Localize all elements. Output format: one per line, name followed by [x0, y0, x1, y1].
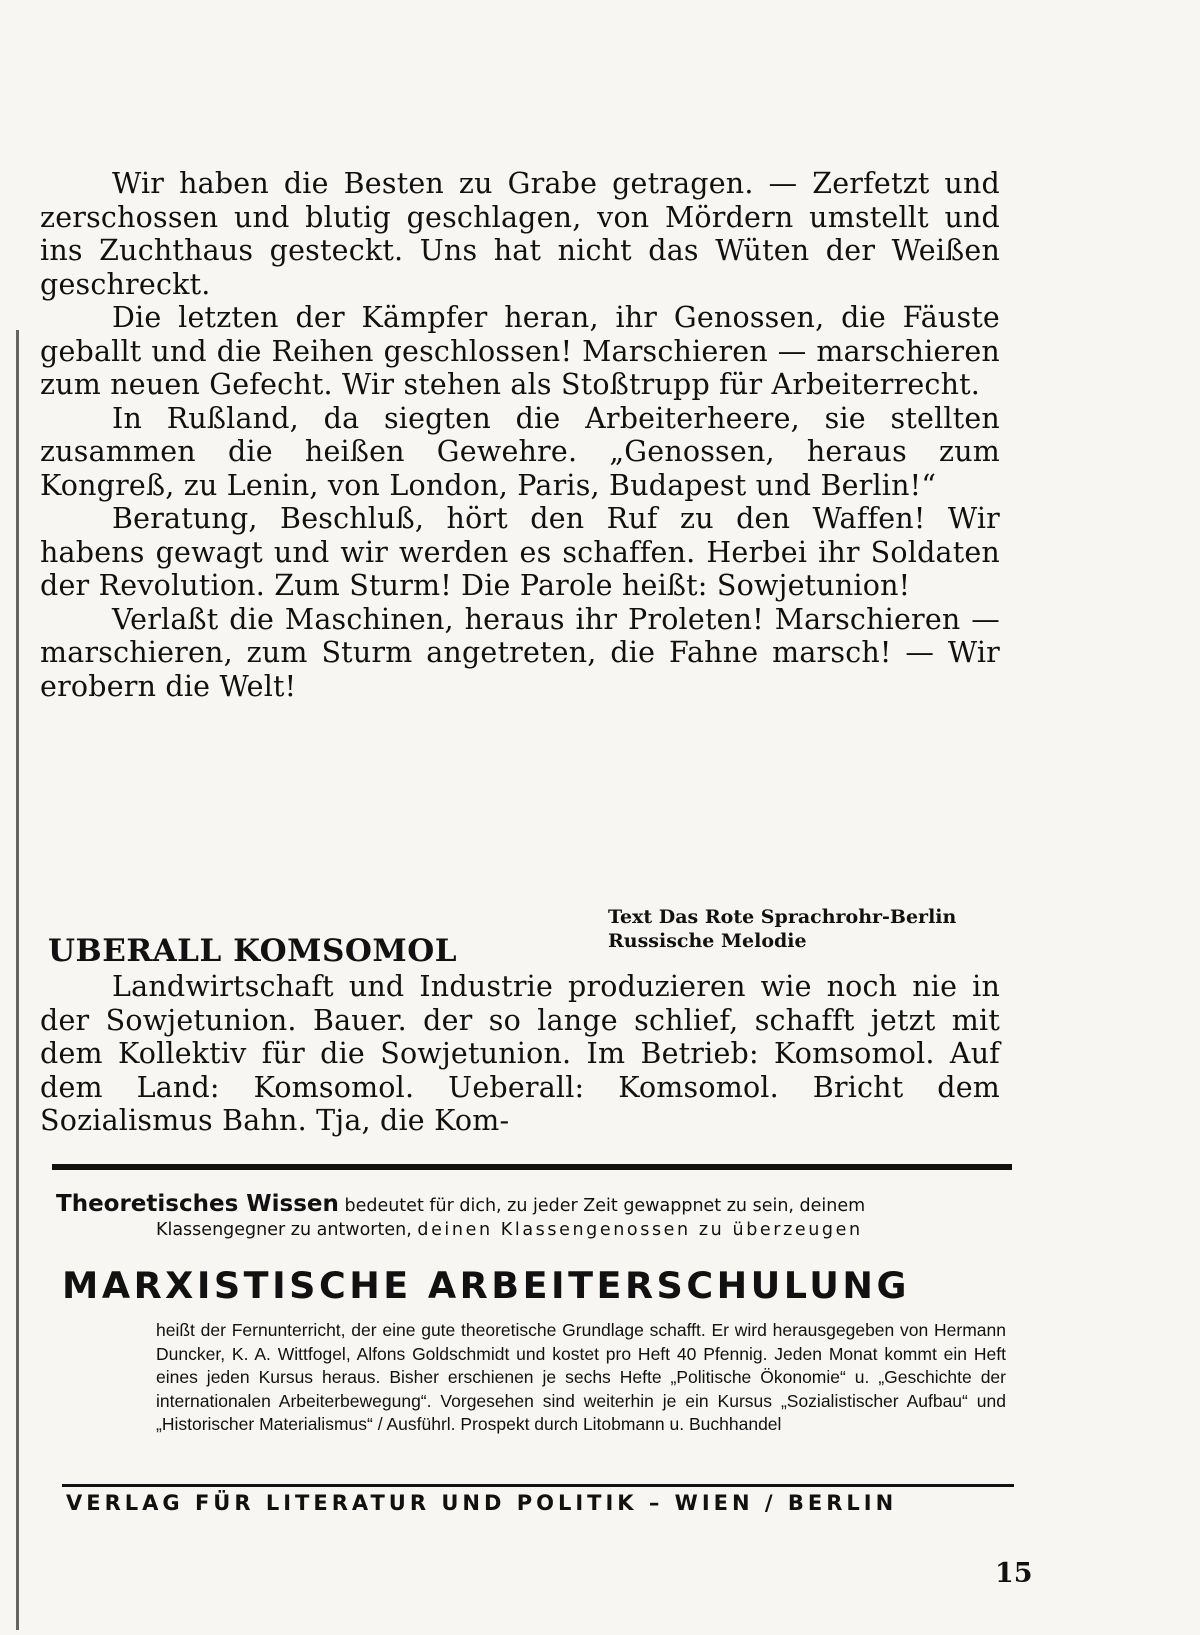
text-credit: Text Das Rote Sprachrohr-Berlin — [608, 906, 957, 928]
ad-second-line-b: deinen Klassengenossen zu überzeugen — [417, 1220, 863, 1240]
stanza-5: Verlaßt die Maschinen, heraus ihr Proleten! Marschieren — marschieren, zum Sturm angetreten, die Fahne marsch! — Wir erobern die Welt! — [40, 602, 1000, 703]
song-header — [48, 905, 1008, 969]
ad-second-line-a: Klassengegner zu antworten, — [156, 1220, 412, 1240]
advertisement-top-rule — [52, 1164, 1012, 1170]
page-number: 15 — [995, 1558, 1033, 1589]
binding-edge-line — [16, 330, 19, 1630]
stanza-1: Wir haben die Besten zu Grabe getragen. — Zerfetzt und zerschossen und blutig geschlagen, von Mördern umstellt und ins Zuchthaus gesteckt. Uns hat nicht das Wüten der Weißen geschreckt. — [40, 167, 1000, 301]
song-title: UBERALL KOMSOMOL — [48, 933, 458, 969]
publisher-line: VERLAG FÜR LITERATUR UND POLITIK – WIEN / BERLIN — [66, 1491, 898, 1515]
song-credits — [608, 905, 956, 953]
ad-intro-rest: bedeutet für dich, zu jeder Zeit gewappnet zu sein, deinem — [344, 1196, 866, 1216]
ad-headline: MARXISTISCHE ARBEITERSCHULUNG — [62, 1264, 910, 1307]
ad-intro-line — [56, 1192, 1016, 1218]
ad-second-line — [156, 1218, 1016, 1242]
ad-body-text: heißt der Fernunterricht, der eine gute theoretische Grundlage schafft. Er wird herausgegeben von Hermann Duncker, K. A. Wittfogel, Alfons Goldschmidt und kostet pro Heft 40 Pfennig. Jeden Monat kommt ein Heft eines jeden Kursus heraus. Bisher erschienen je sechs Hefte „Politische Ökonomie“ u. „Geschichte der internationalen Arbeiterbewegung“. Vorgesehen sind weiterhin je ein Kursus „Sozialistischer Aufbau“ und „Historischer Materialismus“ / Ausführl. Prospekt durch Litobmann u. Buchhandel — [156, 1320, 1006, 1434]
stanza-4: Beratung, Beschluß, hört den Ruf zu den Waffen! Wir habens gewagt und wir werden es schaffen. Herbei ihr Soldaten der Revolution. Zum Sturm! Die Parole heißt: Sowjetunion! — [40, 502, 1000, 602]
song-text-wir-haben — [40, 167, 1000, 703]
melody-credit: Russische Melodie — [608, 930, 807, 952]
publisher-rule — [62, 1484, 1014, 1487]
song-text-komsomol — [40, 970, 1000, 1138]
stanza-2: Die letzten der Kämpfer heran, ihr Genossen, die Fäuste geballt und die Reihen geschlossen! Marschieren — marschieren zum neuen Gefecht. Wir stehen als Stoßtrupp für Arbeiterrecht. — [40, 301, 1000, 401]
stanza-3: In Rußland, da siegten die Arbeiterheere, sie stellten zusammen die heißen Gewehre. „Genossen, heraus zum Kongreß, zu Lenin, von London, Paris, Budapest und Berlin!“ — [40, 401, 1000, 502]
ad-lead-text: Theoretisches Wissen — [56, 1191, 339, 1217]
stanza-komsomol: Landwirtschaft und Industrie produzieren wie noch nie in der Sowjetunion. Bauer. der so lange schlief, schafft jetzt mit dem Kollektiv für die Sowjetunion. Im Betrieb: Komsomol. Auf dem Land: Komsomol. Ueberall: Komsomol. Bricht dem Sozialismus Bahn. Tja, die Kom- — [40, 970, 1000, 1137]
advertisement — [56, 1192, 1016, 1437]
